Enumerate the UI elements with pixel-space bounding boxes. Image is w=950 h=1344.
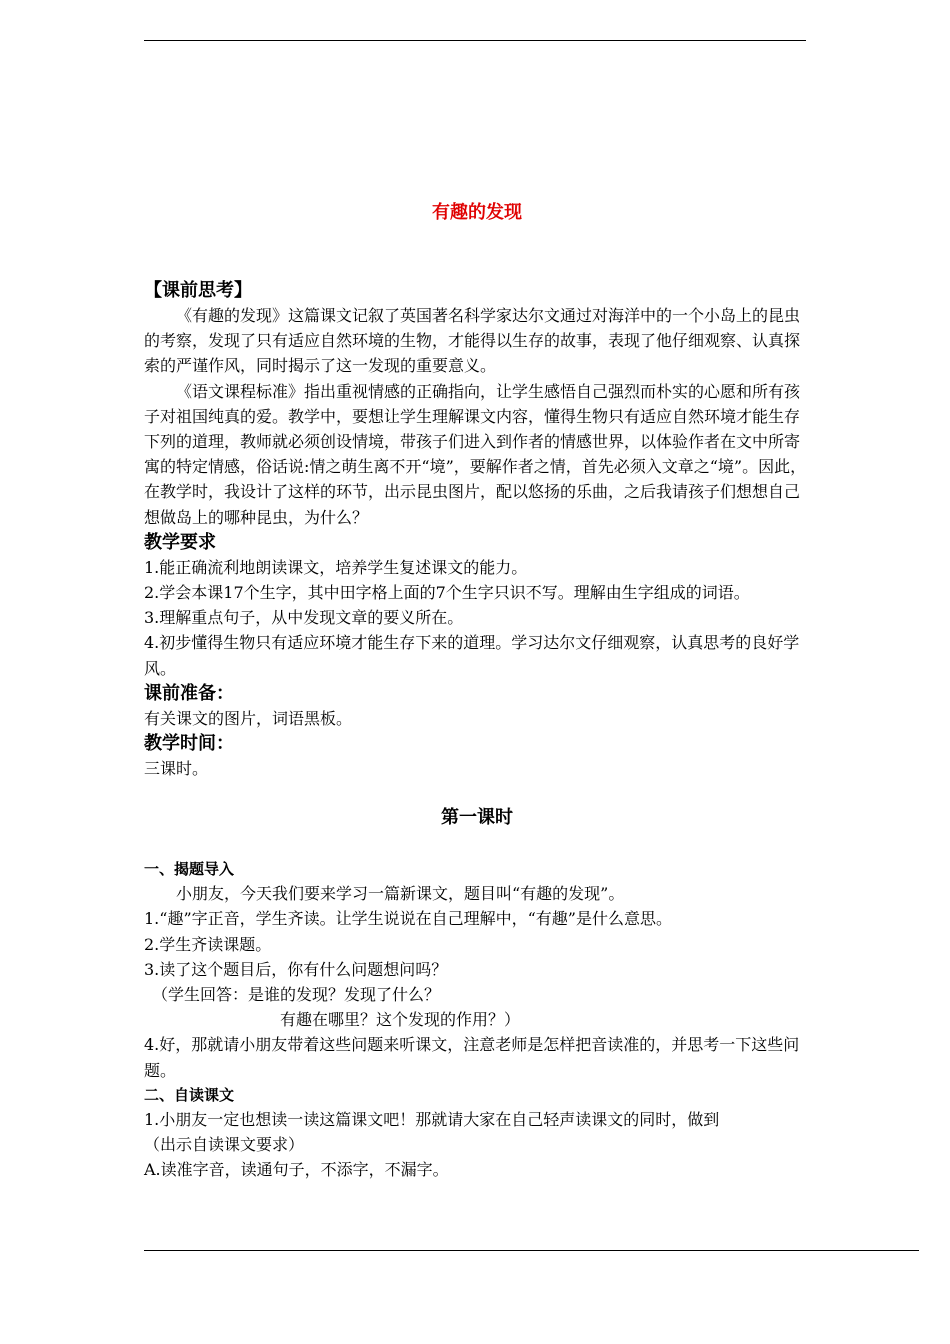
part-2-line-a: A.读准字音，读通句子，不添字，不漏字。 [144, 1160, 449, 1180]
document-body [144, 198, 810, 1182]
part-1-line-4: 4.好，那就请小朋友带着这些问题来听课文，注意老师是怎样把音读准的，并思考一下这些问题。 [144, 1035, 800, 1080]
part-1-intro: 小朋友，今天我们要来学习一篇新课文，题目叫“有趣的发现”。 [176, 884, 625, 904]
pre-thinking-paragraph-2: 《语文课程标准》指出重视情感的正确指向，让学生感悟自己强烈而朴实的心愿和所有孩子对祖国纯真的爱。教学中，要想让学生理解课文内容，懂得生物只有适应自然环境才能生存下列的道理，教师就必须创设情境，带孩子们进入到作者的情感世界，以体验作者在文中所寄寓的特定情感，俗话说:情之萌生离不开“境”，要解作者之情，首先必须入文章之“境”。因此，在教学时，我设计了这样的环节，出示昆虫图片，配以悠扬的乐曲，之后我请孩子们想想自己想做岛上的哪种昆虫，为什么？ [144, 381, 807, 527]
lesson-1-title: 第一课时 [441, 807, 513, 829]
pre-thinking-heading: 【课前思考】 [144, 280, 252, 301]
requirements-heading: 教学要求 [144, 531, 216, 553]
part-2-line-1-text: 1.小朋友一定也想读一读这篇课文吧！那就请大家在自己轻声读课文的同时，做到 [144, 1109, 720, 1129]
part-1-student-answer-1: （学生回答：是谁的发现？发现了什么？ [152, 985, 441, 1005]
time-text: 三课时。 [144, 759, 209, 779]
part-1-student-answer-2: 有趣在哪里？这个发现的作用？） [280, 1010, 521, 1030]
document-title: 有趣的发现 [432, 202, 522, 223]
part-1-line-2: 2.学生齐读课题。 [144, 934, 272, 954]
part-2-line-1-note: （出示自读课文要求） [144, 1135, 305, 1155]
preparation-heading: 课前准备： [144, 682, 234, 704]
part-1-heading: 一、揭题导入 [144, 860, 235, 879]
footer-rule [144, 1250, 919, 1251]
part-1-line-3: 3.读了这个题目后，你有什么问题想问吗？ [144, 959, 448, 979]
requirement-item-1: 1.能正确流利地朗读课文，培养学生复述课文的能力。 [144, 557, 528, 577]
time-heading: 教学时间： [144, 733, 234, 755]
pre-thinking-paragraph-1: 《有趣的发现》这篇课文记叙了英国著名科学家达尔文通过对海洋中的一个小岛上的昆虫的考察，发现了只有适应自然环境的生物，才能得以生存的故事，表现了他仔细观察、认真探索的严谨作风，同时揭示了这一发现的重要意义。 [144, 306, 801, 376]
part-2-line-1 [144, 1107, 810, 1157]
requirement-item-4: 4.初步懂得生物只有适应环境才能生存下来的道理。学习达尔文仔细观察，认真思考的良好学风。 [144, 633, 800, 678]
header-rule [144, 40, 806, 41]
part-2-heading: 二、自读课文 [144, 1085, 235, 1104]
preparation-text: 有关课文的图片，词语黑板。 [144, 708, 353, 728]
requirement-item-2: 2.学会本课17个生字，其中田字格上面的7个生字只识不写。理解由生字组成的词语。 [144, 583, 750, 603]
requirement-item-3: 3.理解重点句子，从中发现文章的要义所在。 [144, 608, 464, 628]
part-1-line-1: 1.“趣”字正音，学生齐读。让学生说说在自己理解中，“有趣”是什么意思。 [144, 909, 672, 929]
